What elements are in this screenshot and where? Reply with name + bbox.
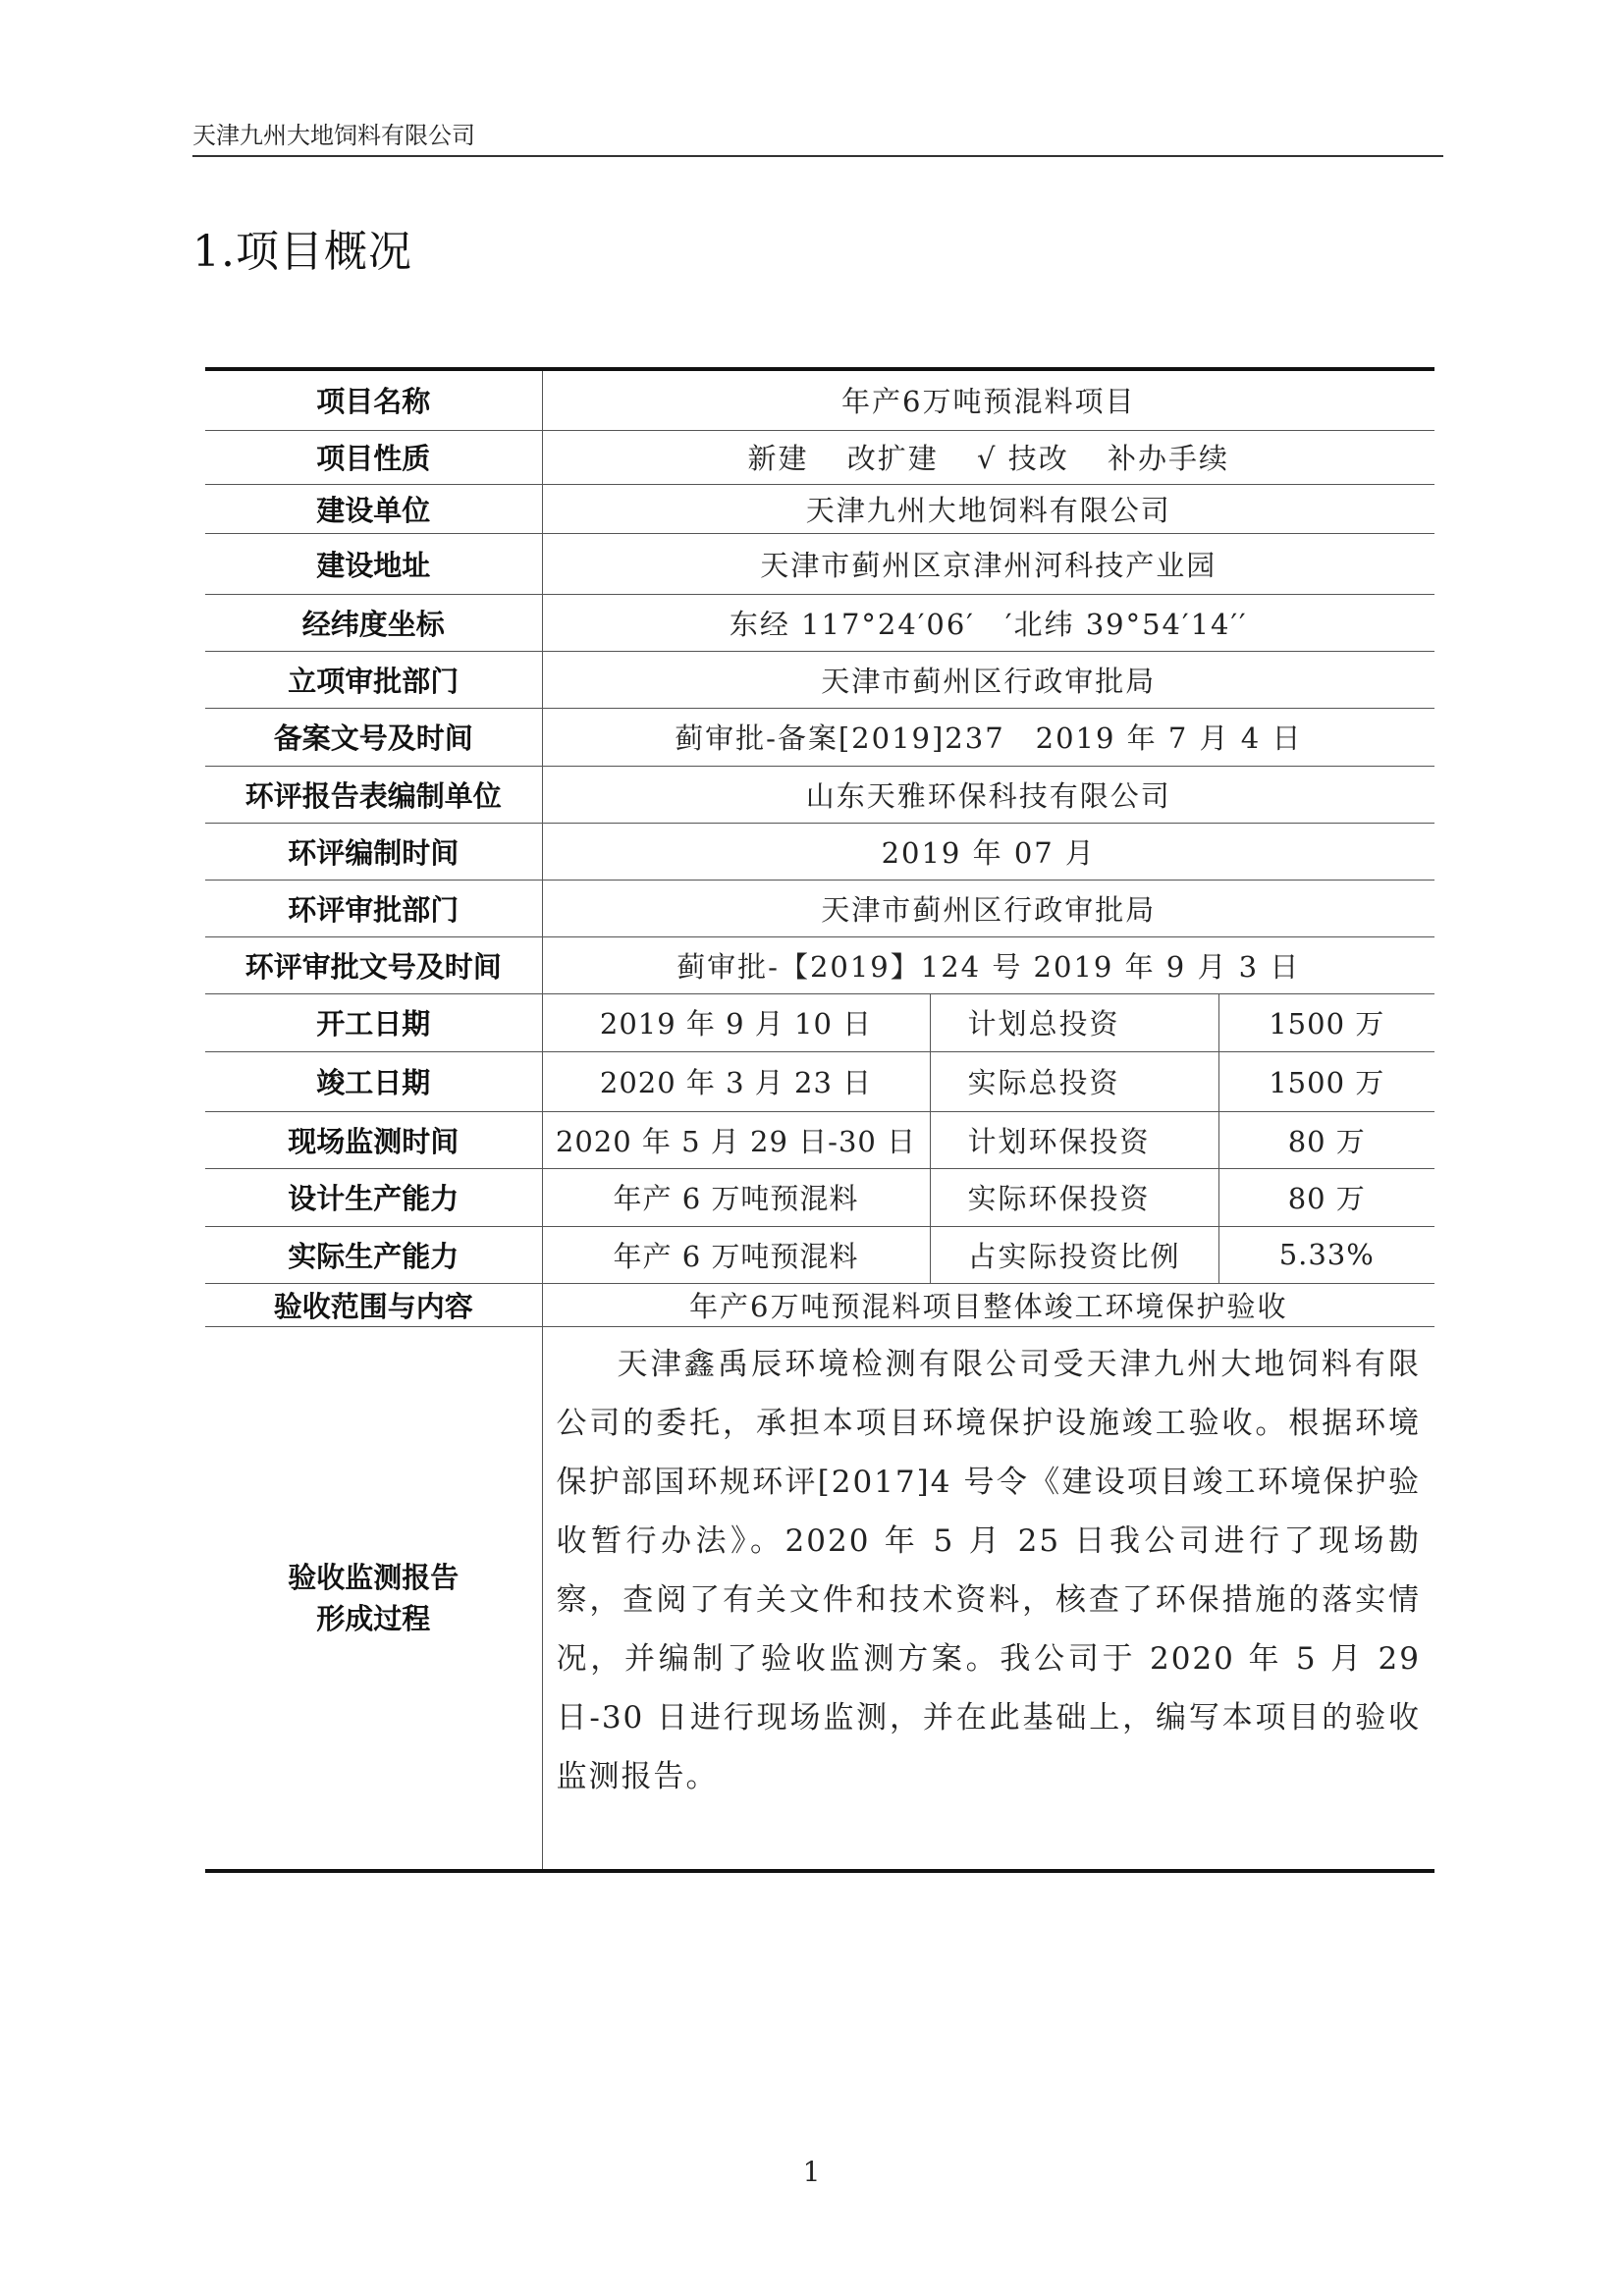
investment-label: 实际环保投资 — [930, 1168, 1218, 1226]
table-row — [205, 1051, 1434, 1111]
row-label: 设计生产能力 — [205, 1168, 542, 1226]
investment-value: 5.33% — [1218, 1226, 1434, 1283]
process-label — [205, 1326, 542, 1871]
row-label: 环评审批文号及时间 — [205, 936, 542, 993]
table-row — [205, 708, 1434, 766]
row-label: 开工日期 — [205, 993, 542, 1051]
process-label-line2: 形成过程 — [316, 1601, 431, 1635]
row-label: 建设地址 — [205, 533, 542, 594]
table-row — [205, 766, 1434, 823]
project-overview-table — [205, 367, 1434, 1873]
investment-label: 计划总投资 — [930, 993, 1218, 1051]
row-value: 年产 6 万吨预混料 — [542, 1168, 930, 1226]
row-value: 东经 117°24′06′ ′北纬 39°54′14′′ — [542, 594, 1434, 651]
table-row — [205, 533, 1434, 594]
table-row — [205, 369, 1434, 430]
investment-label: 占实际投资比例 — [930, 1226, 1218, 1283]
row-value: 2019 年 9 月 10 日 — [542, 993, 930, 1051]
table-row — [205, 484, 1434, 533]
table-row — [205, 1326, 1434, 1871]
header-rule — [192, 155, 1443, 157]
investment-label: 计划环保投资 — [930, 1111, 1218, 1168]
investment-value: 80 万 — [1218, 1168, 1434, 1226]
row-label: 立项审批部门 — [205, 651, 542, 708]
row-value: 天津九州大地饲料有限公司 — [542, 484, 1434, 533]
row-label: 现场监测时间 — [205, 1111, 542, 1168]
row-value: 年产6万吨预混料项目 — [542, 369, 1434, 430]
row-label: 环评报告表编制单位 — [205, 766, 542, 823]
table-row — [205, 936, 1434, 993]
row-label: 建设单位 — [205, 484, 542, 533]
table-row — [205, 651, 1434, 708]
process-label-line1: 验收监测报告 — [288, 1560, 460, 1594]
row-label: 备案文号及时间 — [205, 708, 542, 766]
option-new: 新建 — [747, 442, 809, 475]
row-value: 山东天雅环保科技有限公司 — [542, 766, 1434, 823]
table-row — [205, 1283, 1434, 1326]
option-expansion: 改扩建 — [846, 442, 939, 475]
row-label: 实际生产能力 — [205, 1226, 542, 1283]
row-value: 2020 年 3 月 23 日 — [542, 1051, 930, 1111]
table-row — [205, 594, 1434, 651]
process-paragraph: 天津鑫禹辰环境检测有限公司受天津九州大地饲料有限公司的委托，承担本项目环境保护设施竣工验收。根据环境保护部国环规环评[2017]4 号令《建设项目竣工环境保护验收暂行办法》。2020 年 5 月 25 日我公司进行了现场勘察，查阅了有关文件和技术资料，核查了环保措施的落实情况，并编制了验收监测方案。我公司于 2020 年 5 月 29 日-30 日进行现场监测，并在此基础上，编写本项目的验收监测报告。 — [556, 1346, 1422, 1794]
table-row — [205, 993, 1434, 1051]
table-row — [205, 1168, 1434, 1226]
section-title: 1.项目概况 — [192, 227, 412, 277]
row-label: 项目性质 — [205, 430, 542, 484]
option-supplementary: 补办手续 — [1107, 442, 1229, 475]
row-label: 项目名称 — [205, 369, 542, 430]
scope-label: 验收范围与内容 — [205, 1283, 542, 1326]
investment-value: 1500 万 — [1218, 993, 1434, 1051]
table-row — [205, 1226, 1434, 1283]
row-label: 环评审批部门 — [205, 880, 542, 936]
row-value: 天津市蓟州区行政审批局 — [542, 880, 1434, 936]
row-label: 经纬度坐标 — [205, 594, 542, 651]
option-tech-upgrade-checked: √ 技改 — [977, 442, 1069, 475]
page-number: 1 — [802, 2156, 821, 2188]
row-label: 环评编制时间 — [205, 823, 542, 880]
row-value: 天津市蓟州区京津州河科技产业园 — [542, 533, 1434, 594]
scope-value: 年产6万吨预混料项目整体竣工环境保护验收 — [542, 1283, 1434, 1326]
row-value: 天津市蓟州区行政审批局 — [542, 651, 1434, 708]
project-nature-options — [542, 430, 1434, 484]
row-value: 蓟审批-【2019】124 号 2019 年 9 月 3 日 — [542, 936, 1434, 993]
row-value: 2020 年 5 月 29 日-30 日 — [542, 1111, 930, 1168]
investment-label: 实际总投资 — [930, 1051, 1218, 1111]
table-row — [205, 823, 1434, 880]
table-row — [205, 430, 1434, 484]
row-value: 蓟审批-备案[2019]237 2019 年 7 月 4 日 — [542, 708, 1434, 766]
row-value: 年产 6 万吨预混料 — [542, 1226, 930, 1283]
investment-value: 1500 万 — [1218, 1051, 1434, 1111]
row-label: 竣工日期 — [205, 1051, 542, 1111]
row-value: 2019 年 07 月 — [542, 823, 1434, 880]
table-row — [205, 880, 1434, 936]
process-text — [542, 1326, 1434, 1871]
table-row — [205, 1111, 1434, 1168]
document-header: 天津九州大地饲料有限公司 — [192, 122, 475, 149]
investment-value: 80 万 — [1218, 1111, 1434, 1168]
